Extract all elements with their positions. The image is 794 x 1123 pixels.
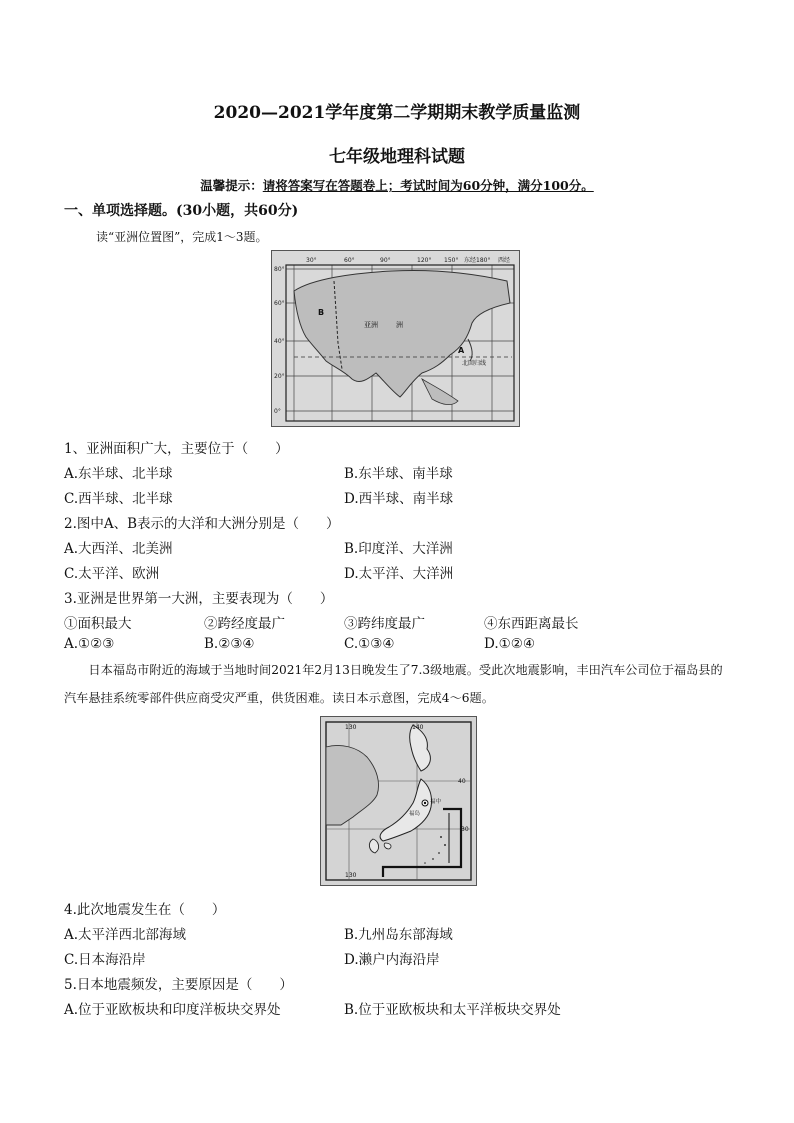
q3-item-4: ④东西距离最长 [484,616,579,632]
q4-option-c: C.日本海沿岸 [64,952,146,968]
map1-lon-30: 30° [306,257,317,264]
page-subtitle: 七年级地理科试题 [329,147,465,167]
q3-item-3: ③跨纬度最广 [344,616,425,632]
japan-map [320,716,477,886]
map1-lon-180: 东经180° [464,257,491,264]
question-3-stem: 3.亚洲是世界第一大洲，主要表现为（ ） [64,591,334,607]
map1-lon-150: 150° [444,257,459,264]
q4-option-a: A.太平洋西北部海域 [64,927,187,943]
map1-lon-west: 西经 [498,257,511,264]
map1-lon-90: 90° [380,257,391,264]
map1-intro: 读“亚洲位置图”，完成1～3题。 [96,230,268,244]
tip-text: 请将答案写在答题卷上；考试时间为60分钟，满分100分。 [262,178,594,193]
q1-option-c: C.西半球、北半球 [64,491,173,507]
map2-lat-40: 40 [458,778,466,785]
q2-option-d: D.太平洋、大洋洲 [344,566,454,582]
earthquake-passage: 日本福岛市附近的海域于当地时间2021年2月13日晚发生了7.3级地震。受此次地震影响，丰田汽车公司位于福岛县的汽车悬挂系统零部件供应商受灾严重，供货困难。读日本示意图，完成4～6题。 [64,663,723,705]
section-heading: 一、单项选择题。(30小题，共60分) [64,203,299,219]
q3-option-d: D.①②④ [484,636,535,652]
page-title: 2020—2021学年度第二学期期末教学质量监测 [213,103,581,123]
q1-option-a: A.东半球、北半球 [64,466,173,482]
q1-option-b: B.东半球、南半球 [344,466,453,482]
map1-region-label: 亚洲 [364,321,378,329]
question-5-stem: 5.日本地震频发，主要原因是（ ） [64,977,293,993]
question-4-stem: 4.此次地震发生在（ ） [64,902,226,918]
japan-map-svg [321,717,476,885]
map1-lat-80: 80° [274,266,285,273]
q1-option-d: D.西半球、南半球 [344,491,454,507]
q4-option-b: B.九州岛东部海域 [344,927,453,943]
map1-lat-20: 20° [274,373,285,380]
tip-line [0,176,794,194]
q2-option-a: A.大西洋、北美洲 [64,541,173,557]
map2-label-fukuchu: 福中 [430,799,442,805]
map1-lat-0: 0° [274,408,281,415]
question-1-stem: 1、亚洲面积广大，主要位于（ ） [64,441,289,457]
asia-location-map [271,250,520,427]
map1-lat-60: 60° [274,300,285,307]
question-2-stem: 2.图中A、B表示的大洋和大洲分别是（ ） [64,516,340,532]
map1-region-label2: 洲 [396,321,403,329]
asia-map-svg [272,251,519,426]
q3-option-a: A.①②③ [64,636,115,652]
q3-option-c: C.①③④ [344,636,395,652]
q3-item-1: ①面积最大 [64,616,132,632]
q2-option-b: B.印度洋、大洋洲 [344,541,453,557]
q4-option-d: D.濑户内海沿岸 [344,952,440,968]
map2-lon-130-top: 130 [345,724,357,731]
map1-letter-b: B [318,308,325,317]
q2-option-c: C.太平洋、欧洲 [64,566,160,582]
map2-lon-130-bottom: 130 [345,872,357,879]
map1-lon-60: 60° [344,257,355,264]
q5-option-a: A.位于亚欧板块和印度洋板块交界处 [64,1002,281,1018]
map2-label-fukushima: 福岛 [409,811,421,817]
tip-label: 温馨提示： [200,178,263,193]
map2-lat-30: 30 [461,826,469,833]
q5-option-b: B.位于亚欧板块和太平洋板块交界处 [344,1002,561,1018]
map1-lat-40: 40° [274,338,285,345]
q3-item-2: ②跨经度最广 [204,616,285,632]
map1-letter-a: A [458,346,465,355]
map2-lon-140-top: 140 [412,724,424,731]
map1-lon-120: 120° [417,257,432,264]
q3-option-b: B.②③④ [204,636,255,652]
map1-tropic-label: 北回归线 [462,360,487,367]
